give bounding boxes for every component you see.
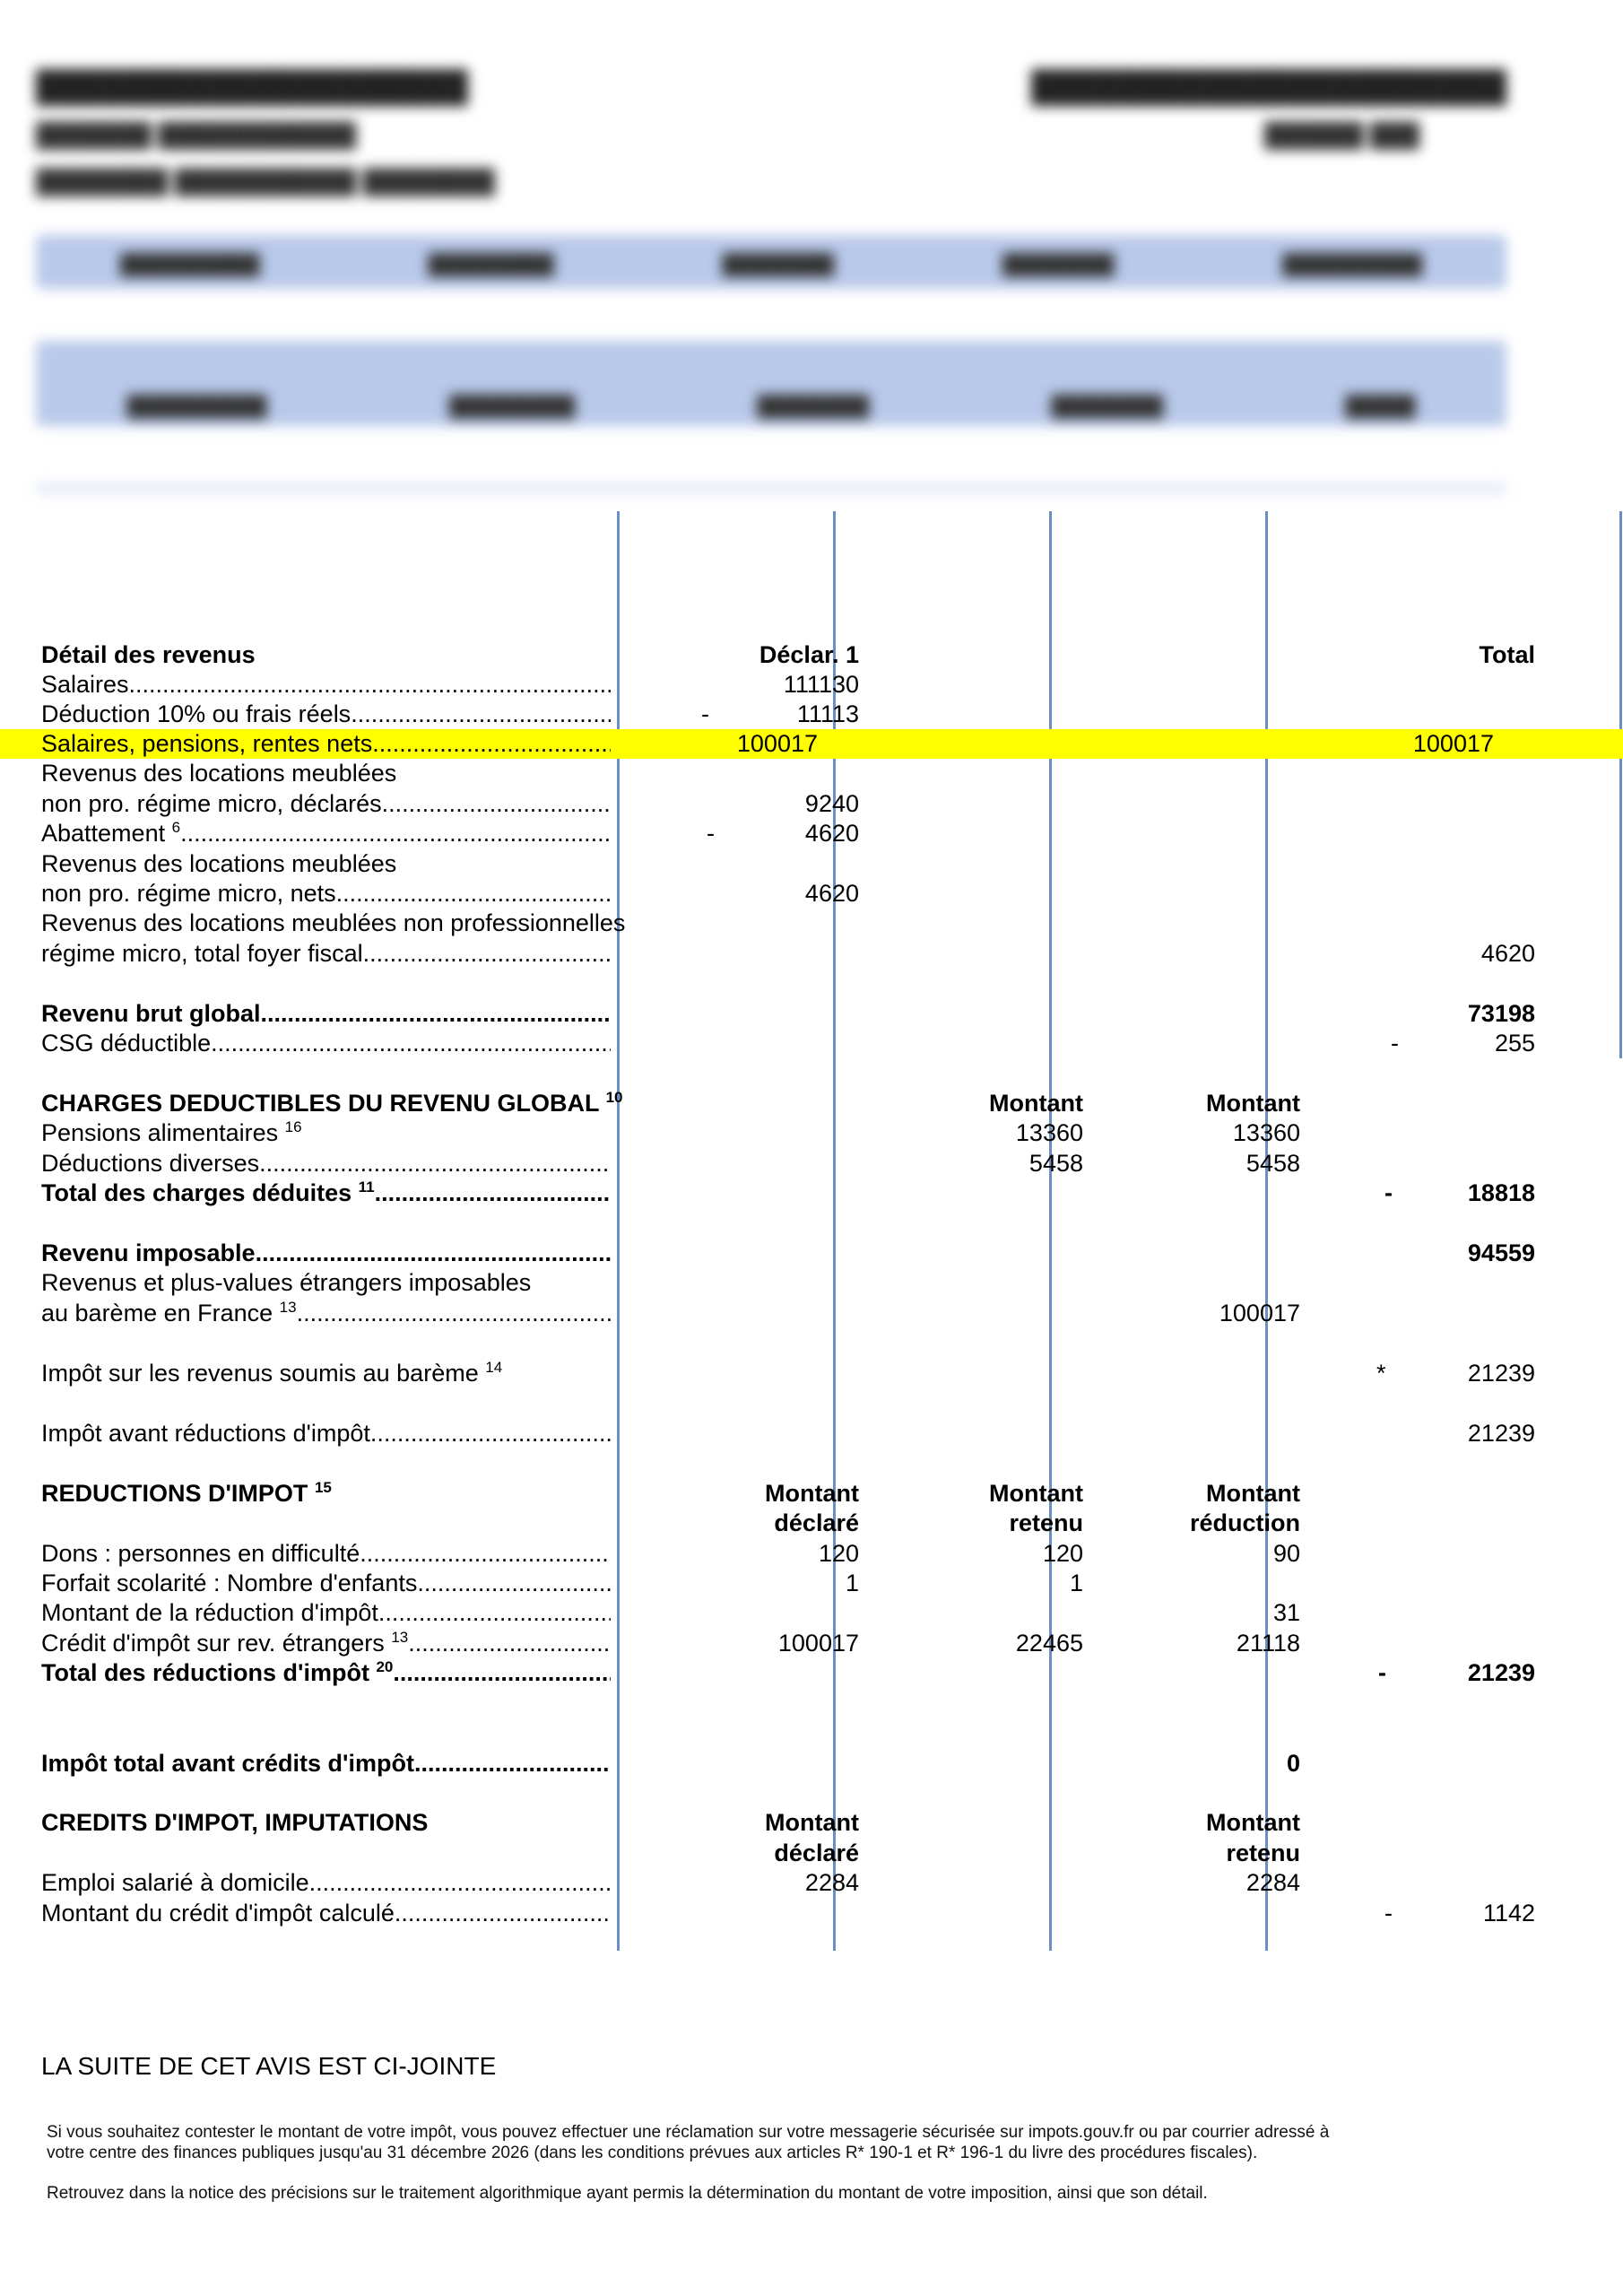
value-declar: 4620 xyxy=(804,820,859,847)
footnote-ref: 11 xyxy=(358,1178,375,1196)
value-total: 4620 xyxy=(1480,940,1535,967)
row-label: Revenus des locations meublées xyxy=(41,850,397,877)
blurred-subline-right: ██████ ███ xyxy=(1264,121,1420,148)
value-total: 18818 xyxy=(1467,1179,1535,1206)
row-label: Pensions alimentaires $^{16}$ xyxy=(41,1118,302,1146)
col-montant-header: Montant xyxy=(989,1480,1083,1507)
row-montant-reduction xyxy=(41,1598,1494,1628)
row-locations-2a xyxy=(41,849,1494,879)
row-label: Impôt sur les revenus soumis au barème $^{14}$ xyxy=(41,1359,503,1387)
value-reduction: 21118 xyxy=(1236,1630,1300,1657)
asterisk-mark: * xyxy=(1376,1360,1386,1387)
row-pensions xyxy=(41,1118,1494,1148)
row-salaires xyxy=(41,670,1494,700)
col-montant-header: Montant xyxy=(989,1090,1083,1117)
row-label: Montant du crédit d'impôt calculé xyxy=(41,1900,395,1926)
value-retenu: 2284 xyxy=(1245,1869,1300,1896)
col-montant-header: Montant xyxy=(1206,1809,1300,1836)
row-revenu-brut-global xyxy=(41,999,1535,1029)
col-montant-header: Montant xyxy=(1206,1480,1300,1507)
value-montant: 13360 xyxy=(1015,1119,1083,1146)
value-total: 100017 xyxy=(1412,730,1494,757)
value-total: 94559 xyxy=(1467,1239,1535,1266)
blurred-band-2-labels: ██████████ █████████ ████████ ████████ █████ xyxy=(126,395,1416,417)
row-etrangers-a xyxy=(41,1268,1494,1298)
row-locations-3b xyxy=(41,939,1535,969)
row-abattement xyxy=(41,819,1494,848)
col-total-header: Total xyxy=(1479,641,1535,668)
row-label: Déduction 10% ou frais réels xyxy=(41,700,352,727)
col-declare-header: déclaré xyxy=(774,1509,859,1536)
blurred-title-right: ██████████████████████ xyxy=(1031,70,1506,104)
row-forfait-scolarite xyxy=(41,1569,1494,1598)
footnote-ref: 14 xyxy=(485,1359,503,1376)
row-label: Montant de la réduction d'impôt xyxy=(41,1599,378,1626)
footnote-ref: 15 xyxy=(314,1479,332,1496)
row-label: Crédit d'impôt sur rev. étrangers $^{13}$ xyxy=(41,1629,409,1657)
row-total-reductions xyxy=(41,1658,1535,1688)
col-declare-header: déclaré xyxy=(774,1839,859,1866)
value-total: 21239 xyxy=(1467,1360,1535,1387)
row-label: Impôt avant réductions d'impôt xyxy=(41,1420,370,1447)
row-label: non pro. régime micro, nets xyxy=(41,880,336,907)
col-declar-header: Déclar. 1 xyxy=(759,641,859,668)
value-retenu: 22465 xyxy=(1015,1630,1083,1657)
column-line-5 xyxy=(1619,511,1622,1058)
reductions-title: REDUCTIONS D'IMPOT $^{15}$ xyxy=(41,1479,332,1507)
row-locations-3a xyxy=(41,909,1494,938)
row-csg xyxy=(41,1029,1535,1058)
row-label: régime micro, total foyer fiscal xyxy=(41,940,363,967)
value-retenu: 120 xyxy=(1042,1540,1083,1567)
blurred-title-left: ████████████████████ xyxy=(36,70,468,104)
algorithm-note: Retrouvez dans la notice des précisions sur le traitement algorithmique ayant permis la détermination du montant de votre imposition, ainsi que son détail. xyxy=(47,2184,1208,2203)
row-salaires-nets-highlighted xyxy=(0,729,1623,759)
row-label: Revenus des locations meublées non professionnelles xyxy=(41,909,626,936)
contest-note xyxy=(47,2122,1517,2163)
value-declar: 4620 xyxy=(804,880,859,907)
row-locations-2b xyxy=(41,879,1494,909)
col-montant-header: Montant xyxy=(765,1809,859,1836)
footnote-ref: 13 xyxy=(391,1629,409,1646)
footnote-ref: 16 xyxy=(284,1118,302,1135)
row-label: Abattement $^6$ xyxy=(41,819,181,847)
suite-notice: LA SUITE DE CET AVIS EST CI-JOINTE xyxy=(41,2052,497,2080)
blurred-header xyxy=(0,0,1623,502)
row-emploi-domicile xyxy=(41,1868,1494,1898)
footnote-ref: 10 xyxy=(605,1089,623,1106)
row-etrangers-b xyxy=(41,1299,1494,1328)
value-reduction: 31 xyxy=(1272,1599,1300,1626)
row-credit-calcule xyxy=(41,1899,1535,1928)
section-title: Détail des revenus xyxy=(41,641,256,668)
row-total-charges xyxy=(41,1178,1535,1208)
reductions-header-row-2 xyxy=(41,1509,1494,1538)
value-total: 73198 xyxy=(1467,1000,1535,1027)
row-label: Impôt total avant crédits d'impôt xyxy=(41,1750,414,1777)
row-impot-total xyxy=(41,1749,1494,1779)
col-montant-header: Montant xyxy=(765,1480,859,1507)
value-declare: 1 xyxy=(845,1570,859,1596)
row-locations-1b xyxy=(41,789,1494,819)
value-declare: 120 xyxy=(818,1540,859,1567)
value-impot-total: 0 xyxy=(1286,1750,1300,1777)
row-revenu-imposable xyxy=(41,1239,1535,1268)
credits-title: CREDITS D'IMPOT, IMPUTATIONS xyxy=(41,1809,429,1836)
contest-note-line-2: votre centre des finances publiques jusqu'au 31 décembre 2026 (dans les conditions prévues aux articles R* 190-1 et R* 196-1 du livre des procédures fiscales). xyxy=(47,2144,1258,2162)
footnote-ref: 6 xyxy=(171,819,181,836)
value-total: 255 xyxy=(1494,1030,1535,1057)
value-montant: 100017 xyxy=(1219,1300,1300,1326)
row-dons xyxy=(41,1539,1494,1569)
row-credit-etrangers xyxy=(41,1629,1494,1658)
minus-sign: - xyxy=(1378,1659,1386,1686)
reductions-header-row-1 xyxy=(41,1479,1494,1509)
value-reduction: 90 xyxy=(1272,1540,1300,1567)
row-label: Total des charges déduites $^{11}$ xyxy=(41,1178,375,1206)
value-montant: 5458 xyxy=(1245,1150,1300,1177)
col-retenu-header: retenu xyxy=(1009,1509,1083,1536)
col-montant-header: Montant xyxy=(1206,1090,1300,1117)
row-label: Salaires, pensions, rentes nets xyxy=(41,730,373,757)
minus-sign: - xyxy=(1391,1030,1399,1057)
value-montant: 5458 xyxy=(1028,1150,1083,1177)
col-reduction-header: réduction xyxy=(1189,1509,1300,1536)
row-label: Revenu imposable xyxy=(41,1239,256,1266)
row-label: Dons : personnes en difficulté xyxy=(41,1540,360,1567)
row-label: Revenu brut global xyxy=(41,1000,261,1027)
row-deductions-diverses xyxy=(41,1149,1494,1178)
minus-sign: - xyxy=(1384,1900,1393,1926)
value-declar: 9240 xyxy=(804,790,859,817)
row-locations-1a xyxy=(41,759,1494,788)
value-declar: 100017 xyxy=(736,730,818,757)
row-label: Emploi salarié à domicile xyxy=(41,1869,309,1896)
row-label: non pro. régime micro, déclarés xyxy=(41,790,382,817)
revenus-header-row xyxy=(41,640,1535,670)
blurred-subline-2: ████████ ███████████ ████████ xyxy=(36,168,495,195)
value-total: 1142 xyxy=(1482,1900,1535,1926)
row-label: CSG déductible xyxy=(41,1030,212,1057)
row-impot-bareme xyxy=(41,1359,1535,1388)
row-impot-avant-reductions xyxy=(41,1419,1535,1448)
value-declare: 2284 xyxy=(804,1869,859,1896)
minus-sign: - xyxy=(701,700,709,727)
contest-note-line-1: Si vous souhaitez contester le montant de votre impôt, vous pouvez effectuer une réclamation sur votre messagerie sécurisée sur impots.gouv.fr ou par courrier adressé à xyxy=(47,2123,1330,2142)
blurred-band-1-labels: ██████████ █████████ ████████ ████████ ██████████ xyxy=(119,253,1423,275)
blurred-rule xyxy=(36,484,1506,493)
minus-sign: - xyxy=(707,820,715,847)
value-montant: 13360 xyxy=(1232,1119,1300,1146)
row-label: Salaires xyxy=(41,671,129,698)
row-label: Revenus des locations meublées xyxy=(41,760,397,787)
charges-header-row xyxy=(41,1089,1494,1118)
credits-header-row-1 xyxy=(41,1808,1494,1838)
footnote-ref: 13 xyxy=(279,1299,297,1316)
value-declar: 111130 xyxy=(783,671,859,698)
minus-sign: - xyxy=(1384,1179,1393,1206)
charges-title: CHARGES DEDUCTIBLES DU REVENU GLOBAL $^{10}$ xyxy=(41,1089,623,1117)
credits-header-row-2 xyxy=(41,1839,1494,1868)
row-deduction xyxy=(41,700,1494,729)
blurred-subline-1: ███████ ████████████ xyxy=(36,121,357,148)
footnote-ref: 20 xyxy=(376,1658,394,1675)
value-total: 21239 xyxy=(1467,1420,1535,1447)
row-label: Déductions diverses xyxy=(41,1150,260,1177)
row-label: au barème en France $^{13}$ xyxy=(41,1299,297,1326)
value-retenu: 1 xyxy=(1069,1570,1083,1596)
value-declare: 100017 xyxy=(777,1630,859,1657)
row-label: Total des réductions d'impôt $^{20}$ xyxy=(41,1658,394,1686)
value-declar: 11113 xyxy=(796,700,859,727)
row-label: Forfait scolarité : Nombre d'enfants xyxy=(41,1570,418,1596)
value-total: 21239 xyxy=(1467,1659,1535,1686)
col-retenu-header: retenu xyxy=(1226,1839,1300,1866)
row-label: Revenus et plus-values étrangers imposables xyxy=(41,1269,532,1296)
